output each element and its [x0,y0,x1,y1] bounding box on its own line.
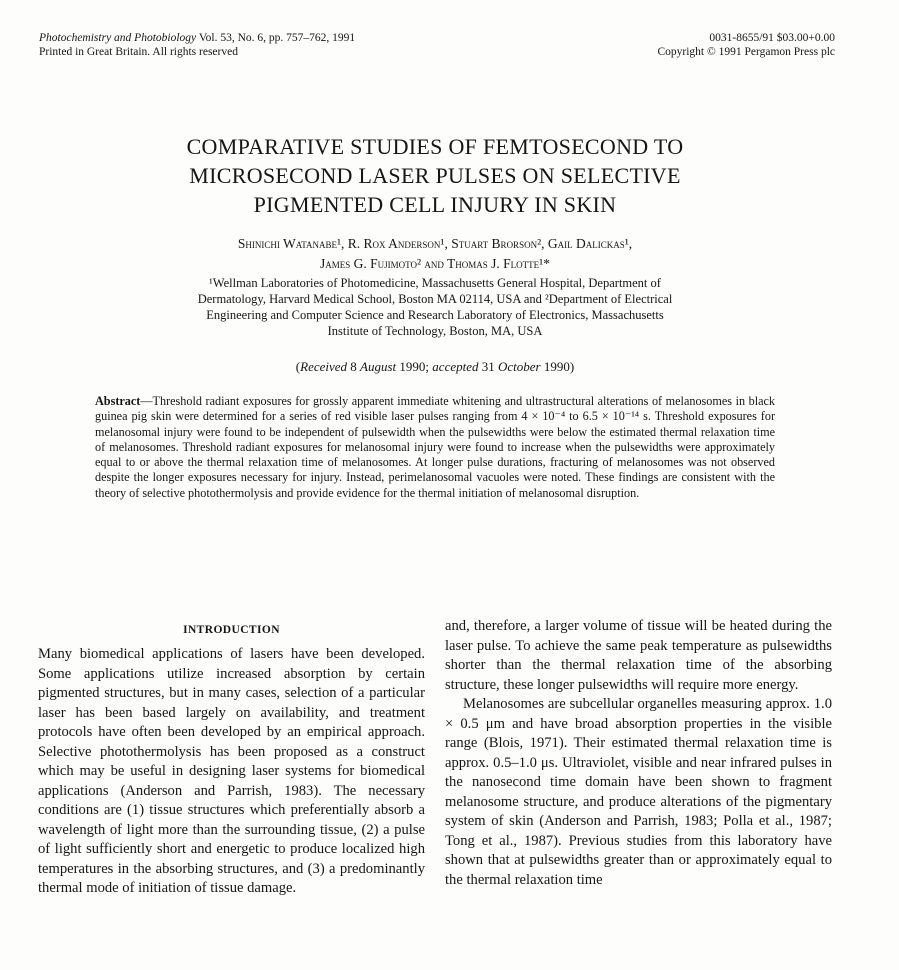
affiliation-line: Dermatology, Harvard Medical School, Boston MA 02114, USA and ²Department of Electrical [197,292,673,306]
body-paragraph: and, therefore, a larger volume of tissue will be heated during the laser pulse. To achieve the same peak temperature as pulsewidths shorter than the thermal relaxation time of the absorbing structure, these longer pulsewidths will require more energy. [445,618,832,693]
journal-header-left [39,31,355,59]
affiliation-line: Engineering and Computer Science and Research Laboratory of Electronics, Massachusetts [206,308,664,322]
affiliation-line: Institute of Technology, Boston, MA, USA [327,324,543,338]
title-line: MICROSECOND LASER PULSES ON SELECTIVE [189,163,681,188]
issn-price: 0031-8655/91 $03.00+0.00 [709,32,835,44]
journal-citation: Vol. 53, No. 6, pp. 757–762, 1991 [196,32,356,44]
journal-header-right [657,31,835,59]
section-heading: INTRODUCTION [183,624,280,636]
paper-title [0,132,870,219]
author-list [0,234,870,274]
body-paragraph: Many biomedical applications of lasers have been developed. Some applications utilize increased absorption by certain pigmented structures, but in many cases, selection of a particular laser has been based largely on availability, and treatment protocols have often been developed by an empirical approach. Selective photothermolysis has been proposed as a construct which may be useful in designing laser systems for biomedical applications (Anderson and Parrish, 1983). The necessary conditions are (1) tissue structures which preferentially absorb a wavelength of light more than the surrounding tissue, (2) a pulse of light sufficiently short and energetic to produce localized high temperatures in the absorbing structures, and (3) a predominantly thermal mode of initiation of tissue damage. [38,646,425,896]
affiliations [0,275,870,339]
abstract-label: Abstract [95,394,141,408]
abstract [95,394,775,501]
author-line: Shinichi Watanabe¹, R. Rox Anderson¹, Stuart Brorson², Gail Dalickas¹, [237,236,633,251]
abstract-text: —Threshold radiant exposures for grossly apparent immediate whitening and ultrastructural alterations of melanosomes in black guinea pig skin were determined for a series of red visible laser pulses ranging from 4 × 10⁻⁴ to 6.5 × 10⁻¹⁴ s. Threshold exposures for melanosomal injury were found to be independent of pulsewidth when the pulsewidths were below the estimated thermal relaxation time of melanosomes. Threshold radiant exposures for melanosomal injury were found to increase when the pulsewidths were approximately equal to or above the thermal relaxation time of melanosomes. At longer pulse durations, fracturing of melanosomes was not observed despite the longer exposures necessary for injury. Instead, perimelanosomal vacuoles were noted. These findings are consistent with the theory of selective photothermolysis and provide evidence for the thermal initiation of melanosomal disruption. [95,394,775,500]
affiliation-line: ¹Wellman Laboratories of Photomedicine, Massachusetts General Hospital, Department of [209,276,661,290]
journal-name: Photochemistry and Photobiology [39,32,197,44]
body-paragraph: Melanosomes are subcellular organelles measuring approx. 1.0 × 0.5 μm and have broad absorption properties in the visible range (Blois, 1971). Their estimated thermal relaxation time is approx. 0.5–1.0 μs. Ultraviolet, visible and near infrared pulses in the nanosecond time domain have been shown to fragment melanosome structure, and produce alterations of the pigmentary system of skin (Anderson and Parrish, 1983; Polla et al., 1987; Tong et al., 1987). Previous studies from this laboratory have shown that at pulsewidths greater than or approximately equal to the thermal relaxation time [445,696,832,888]
title-line: PIGMENTED CELL INJURY IN SKIN [253,192,617,217]
copyright-notice: Copyright © 1991 Pergamon Press plc [657,46,835,58]
accepted-label: accepted [432,359,479,374]
left-column [38,623,425,899]
author-line: James G. Fujimoto² and Thomas J. Flotte¹* [320,256,550,271]
received-label: Received [300,359,348,374]
title-line: COMPARATIVE STUDIES OF FEMTOSECOND TO [186,134,684,159]
received-dates: (Received 8 August 1990; accepted 31 October 1990) [295,359,575,374]
printed-notice: Printed in Great Britain. All rights reserved [39,46,238,58]
right-column [445,617,832,890]
